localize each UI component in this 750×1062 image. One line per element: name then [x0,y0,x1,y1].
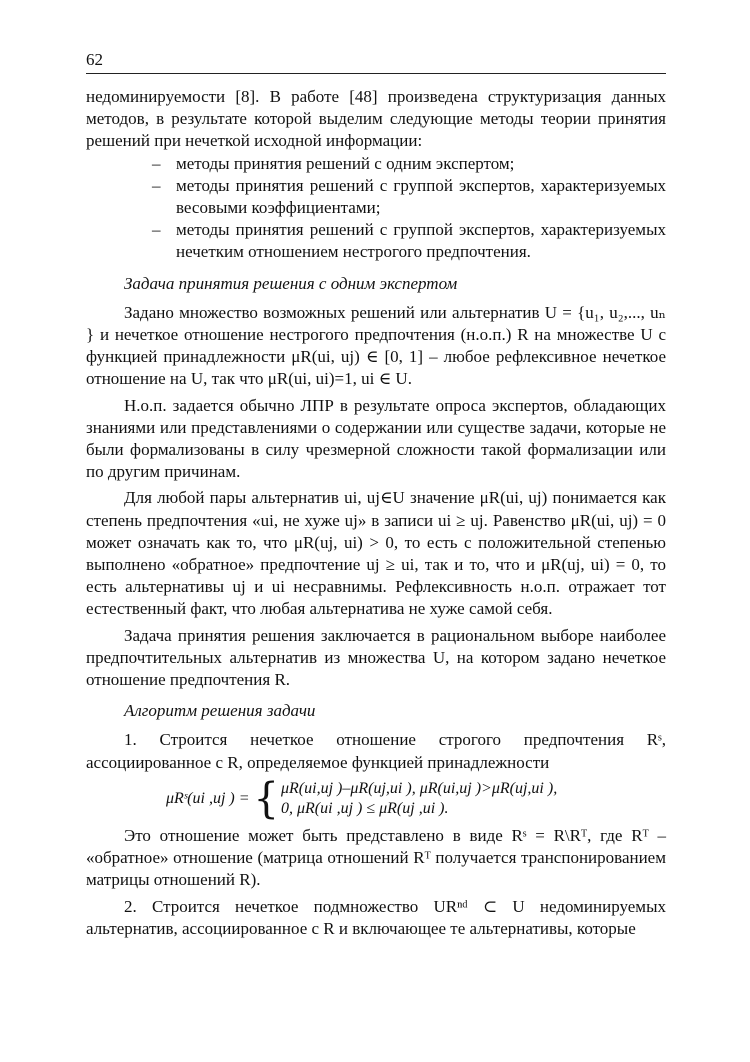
list-item: – методы принятия решений с группой экспертов, характеризуемых нечетким отношением нестрогого предпочтения. [152,220,666,262]
list-item: – методы принятия решений с группой экспертов, характеризуемых весовыми коэффициентами; [152,175,666,218]
page-body [86,86,666,940]
step-1-paragraph: 1. Строится нечеткое отношение строгого предпочтения Rˢ, ассоциированное с R, определяемое функцией принадлежности [86,730,666,772]
list-item: – методы принятия решений с одним экспертом; [86,153,666,175]
given-paragraph: Задано множество возможных решений или альтернатив U = {u₁, u₂,..., uₙ } и нечеткое отношение нестрогого предпочтения (н.о.п.) R на множестве U с функцией принадлежности μR(ui, uj) ∈ [0, 1] – любое рефлексивное нечеткое отношение на U, так что μR(ui, ui)=1, ui ∈ U. [86,302,666,389]
lpr-paragraph: Н.о.п. задается обычно ЛПР в результате опроса экспертов, обладающих знаниями или представлениями о содержании или существе задачи, которые не были формализованы в силу чрезмерной сложности такой формализации или по другим причинам. [86,395,666,482]
formula-case-2: 0, μR(ui ,uj ) ≤ μR(uj ,ui ). [280,799,449,817]
dash-marker: – [152,175,161,195]
algorithm-heading: Алгоритм решения задачи [124,701,316,721]
relation-paragraph: Это отношение может быть представлено в виде Rˢ = R\Rᵀ, где Rᵀ – «обратное» отношение (матрица отношений Rᵀ получается транспонированием матрицы отношений R). [86,825,666,890]
methods-list [86,153,666,264]
formula-cases [281,779,557,819]
formula-case-1: μR(ui,uj )–μR(uj,ui ), μR(ui,uj )>μR(uj,ui ), [280,779,558,797]
formula-lhs: μRˢ(ui ,uj ) = [166,789,250,807]
dash-marker: – [152,220,161,240]
task-paragraph: Задача принятия решения заключается в рациональном выборе наиболее предпочтительных альтернатив из множества U, на котором задано нечеткое отношение предпочтения R. [86,625,666,690]
pairs-paragraph: Для любой пары альтернатив ui, uj∈U значение μR(ui, uj) понимается как степень предпочтения «ui, не хуже uj» в записи ui ≥ uj. Равенство μR(ui, uj) = 0 может означать как то, что μR(uj, ui) > 0, то есть с положительной степенью выполнено «обратное» предпочтение uj ≥ ui, так и то, что и μR(uj, ui) = 0, то есть альтернативы uj и ui несравнимы. Рефлексивность н.о.п. отражает тот естественный факт, что любая альтернатива не хуже самой себя. [86,488,666,619]
brace-glyph: { [253,774,279,824]
membership-formula [166,774,666,824]
intro-paragraph: недоминируемости [8]. В работе [48] произведена структуризация данных методов, в результате которой выделим следующие методы теории принятия решений при нечеткой исходной информации: [86,87,666,151]
step-2-paragraph: 2. Строится нечеткое подмножество URⁿᵈ ⊂ U недоминируемых альтернатив, ассоциированное с R и включающее те альтернативы, которые [86,896,666,938]
dash-marker: – [152,153,161,173]
header-rule [86,73,666,74]
page-number: 62 [86,50,103,69]
section-heading: Задача принятия решения с одним экспертом [124,273,458,293]
